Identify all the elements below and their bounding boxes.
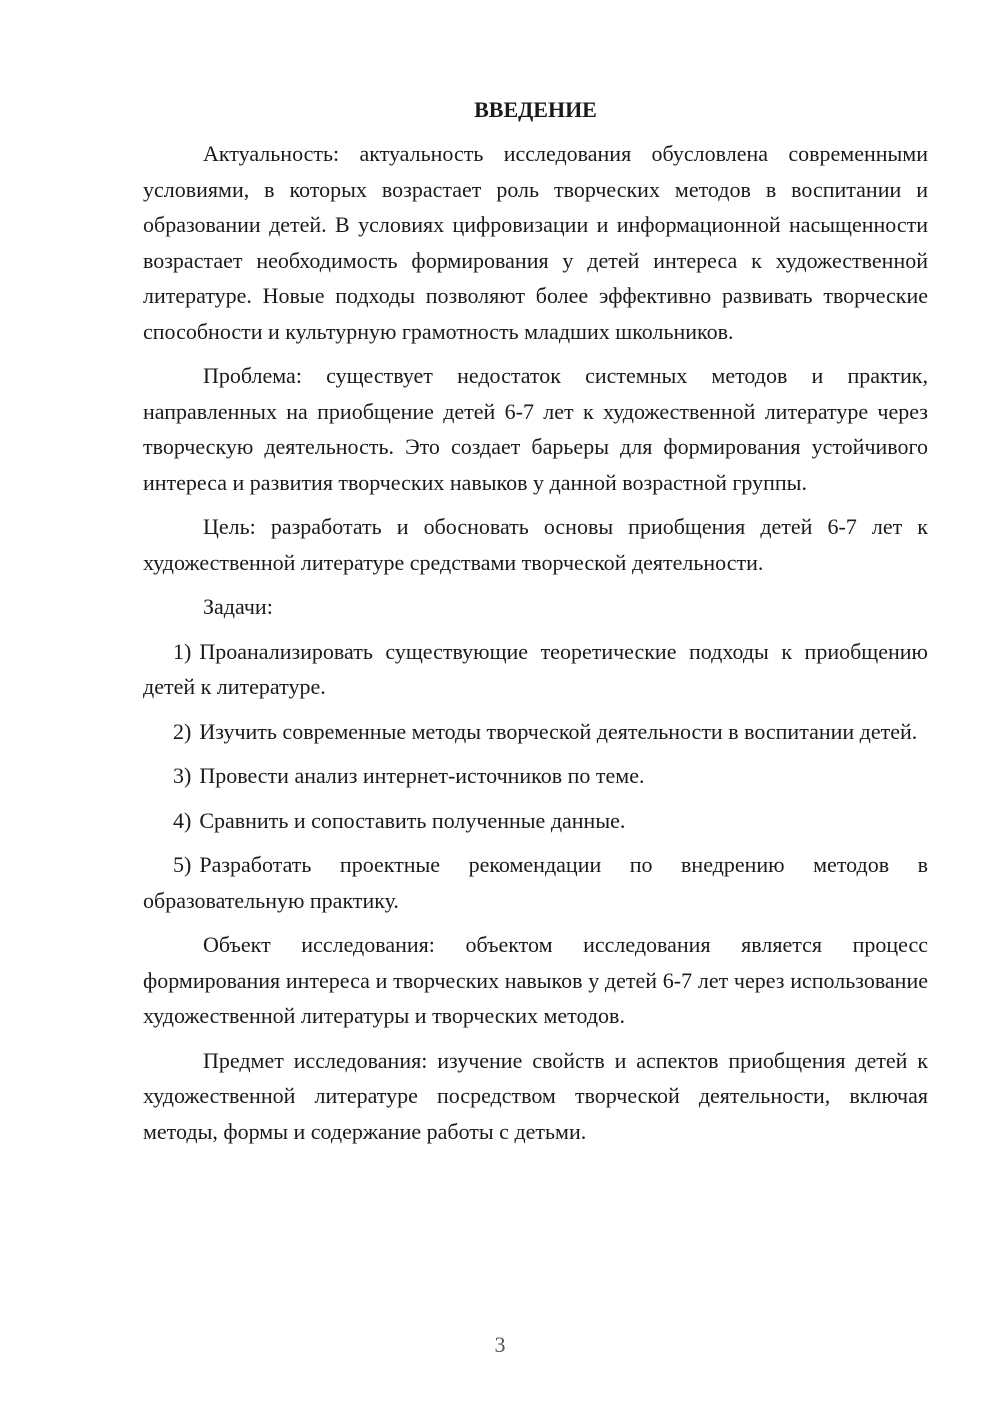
task-item [143,847,928,918]
task-text: Разработать проектные рекомендации по внедрению методов в образовательную практику. [143,852,928,913]
task-number: 4) [173,807,192,833]
page-number: 3 [494,1332,506,1357]
task-text: Сравнить и сопоставить полученные данные. [199,807,626,833]
task-number: 5) [173,852,192,877]
task-item [143,634,928,705]
task-item [143,758,928,794]
subject-paragraph: Предмет исследования: изучение свойств и аспектов приобщения детей к художественной литературе посредством творческой деятельности, включая методы, формы и содержание работы с детьми. [143,1047,928,1144]
task-text: Провести анализ интернет-источников по теме. [199,763,645,788]
problem-paragraph: Проблема: существует недостаток системных методов и практик, направленных на приобщение детей 6-7 лет к художественной литературе через творческую деятельность. Это создает барьеры для формирования устойчивого интереса и развития творческих навыков у данной возрастной группы. [143,363,928,495]
document-page [143,90,928,1158]
tasks-heading: Задачи: [203,594,273,619]
task-number: 1) [173,638,192,664]
task-item [143,714,928,750]
task-text: Проанализировать существующие теоретические подходы к приобщению детей к литературе. [143,638,928,699]
task-number: 2) [173,718,192,744]
task-text: Изучить современные методы творческой деятельности в воспитании детей. [199,718,918,744]
goal-paragraph: Цель: разработать и обосновать основы приобщения детей 6-7 лет к художественной литературе средствами творческой деятельности. [143,514,928,575]
page-title: ВВЕДЕНИЕ [474,97,597,122]
tasks-list [143,634,928,919]
task-item [143,803,928,839]
task-number: 3) [173,763,192,788]
object-paragraph: Объект исследования: объектом исследования является процесс формирования интереса и творческих навыков у детей 6-7 лет через использование художественной литературы и творческих методов. [143,932,928,1028]
relevance-paragraph: Актуальность: актуальность исследования обусловлена современными условиями, в которых возрастает роль творческих методов в воспитании и образовании детей. В условиях цифровизации и информационной насыщенности возрастает необходимость формирования у детей интереса к художественной литературе. Новые подходы позволяют более эффективно развивать творческие способности и культурную грамотность младших школьников. [143,141,928,344]
